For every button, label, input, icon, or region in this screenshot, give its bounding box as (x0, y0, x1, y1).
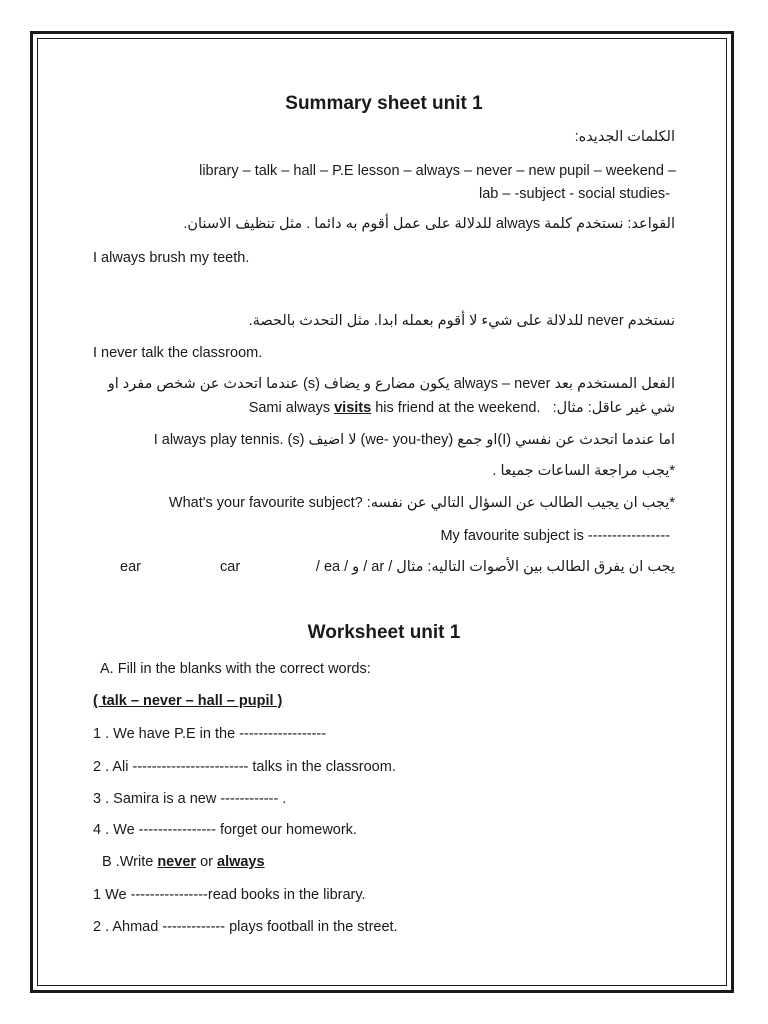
note-question-line (169, 494, 675, 512)
rule-plural-line (154, 431, 675, 449)
sound-word-ear: ear (120, 559, 141, 575)
words-line-2: lab – -subject - social studies- (479, 186, 670, 202)
sounds-arabic: يجب ان يفرق الطالب بين الأصوات التاليه: (427, 559, 675, 575)
part-a-item-2: 2 . Ali ------------------------ talks in the classroom. (93, 759, 396, 775)
rule-verb-line-2 (249, 399, 675, 417)
part-a-instruction: A. Fill in the blanks with the correct words: (100, 661, 371, 677)
rule-verb-example-verb: visits (334, 400, 372, 416)
sounds-list: / ea / و / ar / مثال (315, 559, 424, 575)
part-b-item-2: 2 . Ahmad ------------- plays football in the street. (93, 919, 398, 935)
word-bank: ( talk – never – hall – pupil ) (93, 693, 283, 709)
rule-verb-example-pre: Sami always (248, 400, 331, 416)
example-never: I never talk the classroom. (93, 345, 263, 361)
worksheet-title: Worksheet unit 1 (307, 622, 461, 643)
rule-always: القواعد: نستخدم كلمة always للدلالة على عمل أقوم به دائما . مثل تنظيف الاسنان. (183, 216, 675, 232)
rule-verb-line-1: الفعل المستخدم بعد always – never يكون مضارع و يضاف (s) عندما اتحدث عن شخص مفرد او (107, 376, 675, 392)
part-b-word-always: always (217, 854, 265, 870)
note-question-ar: *يجب ان يجيب الطالب عن السؤال التالي عن نفسه: (366, 495, 675, 511)
part-b-instruction (102, 853, 265, 871)
sounds-line (316, 558, 675, 576)
note-clocks: *يجب مراجعة الساعات جميعا . (492, 463, 675, 479)
summary-title: Summary sheet unit 1 (285, 93, 483, 114)
part-a-item-4: 4 . We ---------------- forget our homework. (93, 822, 357, 838)
rule-verb-example-post: his friend at the weekend. (375, 400, 541, 416)
part-b-word-never: never (157, 854, 197, 870)
part-b-prefix: B .Write (102, 854, 154, 870)
part-b-or: or (200, 854, 213, 870)
part-a-item-1: 1 . We have P.E in the ------------------ (93, 726, 327, 742)
part-a-item-3: 3 . Samira is a new ------------ . (93, 791, 287, 807)
rule-verb-arabic: شي غير عاقل: مثال: (552, 400, 675, 416)
example-always: I always brush my teeth. (93, 250, 250, 266)
new-words-label: الكلمات الجديده: (574, 129, 675, 145)
note-question-en: What's your favourite subject? (168, 495, 363, 511)
part-b-item-1: 1 We ----------------read books in the library. (93, 887, 366, 903)
rule-plural-arabic: اما عندما اتحدث عن نفسي (I)او جمع (we- you-they) لا اضيف (s) (287, 432, 675, 448)
rule-plural-example: I always play tennis. (153, 432, 284, 448)
words-line-1: library – talk – hall – P.E lesson – always – never – new pupil – weekend – (199, 163, 676, 179)
favourite-answer-line: My favourite subject is ----------------- (440, 528, 670, 544)
rule-never: نستخدم never للدلالة على شيء لا أقوم بعمله ابدا. مثل التحدث بالحصة. (248, 313, 675, 329)
sound-word-car: car (220, 559, 241, 575)
page-border-inner (37, 38, 727, 986)
